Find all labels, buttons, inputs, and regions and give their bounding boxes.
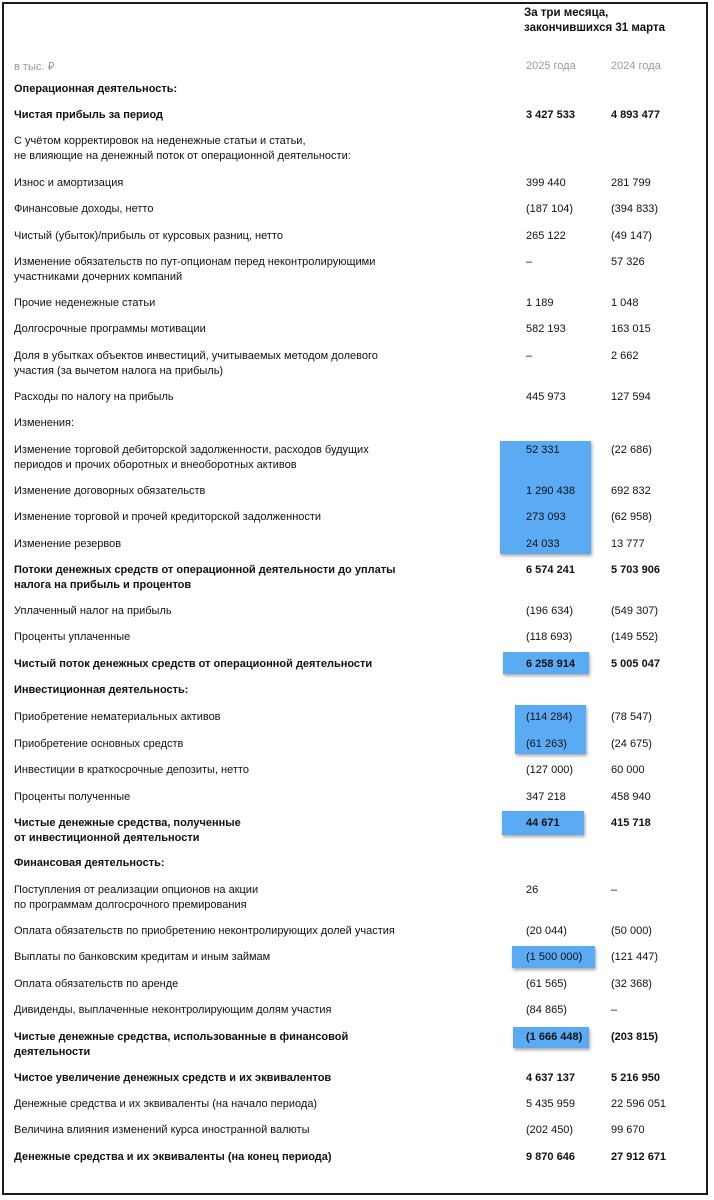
row-label-line-1: Финансовая деятельность: <box>14 857 165 869</box>
row-label <box>14 657 494 672</box>
value-2025: 5 435 959 <box>526 1098 575 1110</box>
value-2025: 445 973 <box>526 391 566 403</box>
value-2024: 27 912 671 <box>611 1151 667 1163</box>
row-label-line-1: Дивиденды, выплаченные неконтролирующим долям участия <box>14 1004 332 1016</box>
period-header-line-1: За три месяца, <box>524 7 609 19</box>
value-2025: 273 093 <box>526 511 566 523</box>
value-2025: 582 193 <box>526 323 566 335</box>
row-label-line-1: Доля в убытках объектов инвестиций, учитываемых методом долевого <box>14 350 378 362</box>
row-label-line-1: Инвестиционная деятельность: <box>14 684 189 696</box>
value-2024: 692 832 <box>611 485 651 497</box>
row-label <box>14 977 494 992</box>
row-label <box>14 134 494 164</box>
value-2024: 13 777 <box>611 538 645 550</box>
row-label-line-1: Износ и амортизация <box>14 177 124 189</box>
value-2025: 1 290 438 <box>526 485 575 497</box>
value-2024: (32 368) <box>611 978 652 990</box>
row-label <box>14 390 494 405</box>
row-label-line-2: участниками дочерних компаний <box>14 271 183 283</box>
row-label-line-2: деятельности <box>14 1046 91 1058</box>
row-label-line-1: Уплаченный налог на прибыль <box>14 605 172 617</box>
row-label-line-1: Приобретение основных средств <box>14 738 184 750</box>
row-label <box>14 924 494 939</box>
row-label-line-1: Потоки денежных средств от операционной деятельности до уплаты <box>14 564 396 576</box>
row-label <box>14 443 494 473</box>
row-label-line-1: Оплата обязательств по приобретению неконтролирующих долей участия <box>14 925 395 937</box>
row-label-line-1: Расходы по налогу на прибыль <box>14 391 174 403</box>
value-2025: 6 574 241 <box>526 564 575 576</box>
units-label: в тыс. ₽ <box>14 61 55 73</box>
row-label <box>14 816 494 846</box>
value-2024: (394 833) <box>611 203 659 215</box>
value-2024: – <box>611 1004 618 1016</box>
value-2025: 3 427 533 <box>526 109 575 121</box>
value-2024: (121 447) <box>611 951 659 963</box>
value-2024: 60 000 <box>611 764 645 776</box>
year-2024-header: 2024 года <box>611 60 661 72</box>
value-2024: 163 015 <box>611 323 651 335</box>
row-label <box>14 82 494 97</box>
value-2025: 347 218 <box>526 791 566 803</box>
value-2024: 127 594 <box>611 391 651 403</box>
row-label-line-1: Выплаты по банковским кредитам и иным займам <box>14 951 271 963</box>
value-2025: 4 637 137 <box>526 1072 575 1084</box>
row-label <box>14 176 494 191</box>
value-2025: 9 870 646 <box>526 1151 575 1163</box>
row-label <box>14 484 494 499</box>
value-2025: (61 565) <box>526 978 567 990</box>
row-label-line-1: Чистое увеличение денежных средств и их эквивалентов <box>14 1072 332 1084</box>
row-label <box>14 1003 494 1018</box>
value-2024: (78 547) <box>611 711 652 723</box>
row-label-line-1: Прочие неденежные статьи <box>14 297 156 309</box>
row-label <box>14 563 494 593</box>
value-2024: 4 893 477 <box>611 109 660 121</box>
value-2025: – <box>526 256 533 268</box>
value-2025: (127 000) <box>526 764 574 776</box>
value-2024: 57 326 <box>611 256 645 268</box>
row-label <box>14 296 494 311</box>
value-2024: (24 675) <box>611 738 652 750</box>
row-label <box>14 604 494 619</box>
value-2024: (50 000) <box>611 925 652 937</box>
row-label-line-1: Величина влияния изменений курса иностранной валюты <box>14 1124 310 1136</box>
value-2024: (22 686) <box>611 444 652 456</box>
row-label <box>14 1123 494 1138</box>
row-label <box>14 1097 494 1112</box>
value-2024: 2 662 <box>611 350 639 362</box>
value-2024: 281 799 <box>611 177 651 189</box>
row-label-line-1: Чистые денежные средства, полученные <box>14 817 241 829</box>
value-2025: (187 104) <box>526 203 574 215</box>
row-label-line-1: Поступления от реализации опционов на акции <box>14 884 259 896</box>
row-label-line-1: Операционная деятельность: <box>14 83 178 95</box>
period-header <box>524 6 665 36</box>
value-2024: (49 147) <box>611 230 652 242</box>
value-2024: (62 958) <box>611 511 652 523</box>
value-2024: (203 815) <box>611 1031 659 1043</box>
row-label <box>14 683 494 698</box>
row-label <box>14 790 494 805</box>
row-label-line-1: Оплата обязательств по аренде <box>14 978 179 990</box>
value-2025: (84 865) <box>526 1004 567 1016</box>
value-2025: (1 666 448) <box>526 1031 583 1043</box>
row-label-line-1: Изменение резервов <box>14 538 122 550</box>
year-2025-header: 2025 года <box>526 60 576 72</box>
row-label-line-1: Изменение торговой и прочей кредиторской задолженности <box>14 511 322 523</box>
row-label-line-1: Долгосрочные программы мотивации <box>14 323 206 335</box>
row-label <box>14 950 494 965</box>
value-2025: (202 450) <box>526 1124 574 1136</box>
row-label <box>14 883 494 913</box>
value-2024: 5 005 047 <box>611 658 660 670</box>
row-label-line-2: по программам долгосрочного премирования <box>14 899 247 911</box>
row-label-line-1: Изменения: <box>14 417 75 429</box>
value-2024: 5 703 906 <box>611 564 660 576</box>
row-label <box>14 737 494 752</box>
row-label <box>14 710 494 725</box>
row-label <box>14 856 494 871</box>
value-2025: 1 189 <box>526 297 554 309</box>
value-2024: 99 670 <box>611 1124 645 1136</box>
value-2024: – <box>611 884 618 896</box>
row-label <box>14 510 494 525</box>
row-label-line-1: С учётом корректировок на неденежные статьи и статьи, <box>14 135 306 147</box>
value-2025: 52 331 <box>526 444 560 456</box>
row-label-line-1: Чистая прибыль за период <box>14 109 164 121</box>
row-label-line-1: Чистый (убыток)/прибыль от курсовых разниц, нетто <box>14 230 283 242</box>
row-label-line-1: Изменение торговой дебиторской задолженности, расходов будущих <box>14 444 369 456</box>
row-label <box>14 1030 494 1060</box>
row-label-line-1: Денежные средства и их эквиваленты (на конец периода) <box>14 1151 332 1163</box>
value-2025: 26 <box>526 884 539 896</box>
value-2025: (1 500 000) <box>526 951 583 963</box>
row-label <box>14 202 494 217</box>
row-label <box>14 1071 494 1086</box>
row-label <box>14 1150 494 1165</box>
value-2025: 399 440 <box>526 177 566 189</box>
value-2025: (114 284) <box>526 711 573 723</box>
row-label-line-1: Инвестиции в краткосрочные депозиты, нетто <box>14 764 249 776</box>
row-label <box>14 349 494 379</box>
value-2025: (20 044) <box>526 925 567 937</box>
value-2024: 22 596 051 <box>611 1098 667 1110</box>
value-2024: 415 718 <box>611 817 651 829</box>
row-label-line-1: Чистые денежные средства, использованные в финансовой <box>14 1031 349 1043</box>
row-label <box>14 255 494 285</box>
row-label <box>14 537 494 552</box>
row-label-line-1: Изменение обязательств по пут-опционам перед неконтролирующими <box>14 256 376 268</box>
value-2024: (149 552) <box>611 631 659 643</box>
row-label-line-2: налога на прибыль и процентов <box>14 579 192 591</box>
row-label <box>14 630 494 645</box>
row-label-line-1: Проценты полученные <box>14 791 131 803</box>
value-2025: 44 671 <box>526 817 560 829</box>
row-label-line-1: Проценты уплаченные <box>14 631 131 643</box>
row-label <box>14 416 494 431</box>
row-label-line-1: Денежные средства и их эквиваленты (на начало периода) <box>14 1098 318 1110</box>
row-label <box>14 763 494 778</box>
value-2025: (196 634) <box>526 605 574 617</box>
value-2025: 24 033 <box>526 538 560 550</box>
row-label-line-2: периодов и прочих оборотных и внеоборотных активов <box>14 459 297 471</box>
row-label <box>14 108 494 123</box>
value-2024: 458 940 <box>611 791 651 803</box>
value-2024: 1 048 <box>611 297 639 309</box>
row-label <box>14 229 494 244</box>
row-label-line-2: от инвестиционной деятельности <box>14 832 200 844</box>
row-label <box>14 322 494 337</box>
value-2025: 265 122 <box>526 230 566 242</box>
row-label-line-1: Чистый поток денежных средств от операционной деятельности <box>14 658 373 670</box>
value-2025: 6 258 914 <box>526 658 575 670</box>
value-2024: 5 216 950 <box>611 1072 660 1084</box>
value-2025: – <box>526 350 533 362</box>
row-label-line-2: не влияющие на денежный поток от операционной деятельности: <box>14 150 351 162</box>
row-label-line-1: Финансовые доходы, нетто <box>14 203 154 215</box>
period-header-line-2: закончившихся 31 марта <box>524 22 666 34</box>
value-2024: (549 307) <box>611 605 659 617</box>
row-label-line-1: Приобретение нематериальных активов <box>14 711 221 723</box>
row-label-line-2: участия (за вычетом налога на прибыль) <box>14 365 224 377</box>
value-2025: (118 693) <box>526 631 573 643</box>
value-2025: (61 263) <box>526 738 567 750</box>
row-label-line-1: Изменение договорных обязательств <box>14 485 206 497</box>
